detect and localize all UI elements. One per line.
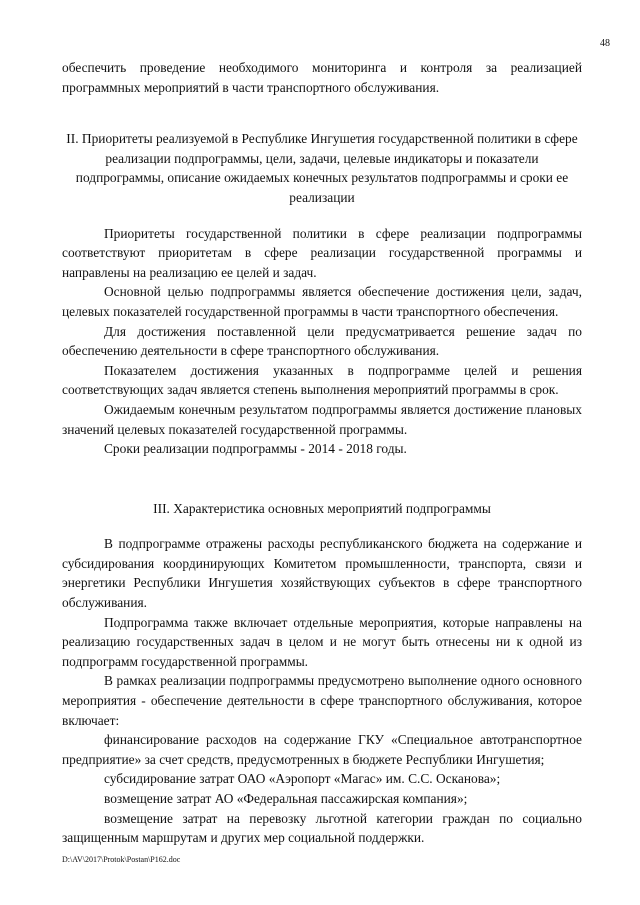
paragraph: Для достижения поставленной цели предусматривается решение задач по обеспечению деятельности в сфере транспортного обслуживания. — [62, 323, 582, 359]
page-number: 48 — [600, 38, 610, 49]
paragraph: Сроки реализации подпрограммы - 2014 - 2018 годы. — [104, 441, 407, 457]
section-heading: III. Характеристика основных мероприятий подпрограммы — [153, 500, 491, 516]
list-item: возмещение затрат на перевозку льготной категории граждан по социально защищенным маршрутам и других мер социальной поддержки. — [62, 810, 582, 846]
list-item: возмещение затрат АО «Федеральная пассажирская компания»; — [104, 791, 468, 806]
paragraph: В подпрограмме отражены расходы республиканского бюджета на содержание и субсидирования координирующих Комитетом промышленности, транспорта, связи и энергетики Республики Ингушетия хозяйствующих субъектов в сфере транспортного обслуживания. — [62, 536, 582, 611]
paragraph: Ожидаемым конечным результатом подпрограммы является достижение плановых значений целевых показателей государственной программы. — [62, 401, 582, 437]
section-heading: II. Приоритеты реализуемой в Республике Ингушетия государственной политики в сфере реализации подпрограммы, цели, задачи, целевые индикаторы и показатели подпрограммы, описание ожидаемых конечных результатов подпрограммы и сроки ее реализации — [66, 131, 578, 205]
paragraph: Показателем достижения указанных в подпрограмме целей и решения соответствующих задач является степень выполнения мероприятий программы в срок. — [62, 362, 582, 398]
document-body — [62, 58, 582, 848]
list-item: финансирование расходов на содержание ГКУ «Специальное автотранспортное предприятие» за счет средств, предусмотренных в бюджете Республики Ингушетия; — [62, 732, 582, 767]
paragraph: обеспечить проведение необходимого мониторинга и контроля за реализацией программных мероприятий в части транспортного обслуживания. — [62, 60, 582, 95]
list-item: субсидирование затрат ОАО «Аэропорт «Магас» им. С.С. Осканова»; — [104, 771, 501, 787]
paragraph: Основной целью подпрограммы является обеспечение достижения цели, задач, целевых показателей государственной программы в части транспортного обеспечения. — [62, 284, 582, 319]
paragraph: В рамках реализации подпрограммы предусмотрено выполнение одного основного мероприятия - обеспечение деятельности в сфере транспортного обслуживания, которое включает: — [62, 673, 582, 728]
paragraph: Приоритеты государственной политики в сфере реализации подпрограммы соответствуют приоритетам в сфере реализации государственной программы и направлены на реализацию ее целей и задач. — [62, 225, 582, 280]
file-path-footer: D:\AV\2017\Protok\Postan\P162.doc — [62, 855, 181, 864]
paragraph: Подпрограмма также включает отдельные мероприятия, которые направлены на реализацию государственных задач в целом и не могут быть отнесены ни к одной из подпрограмм государственной программы. — [62, 614, 582, 669]
